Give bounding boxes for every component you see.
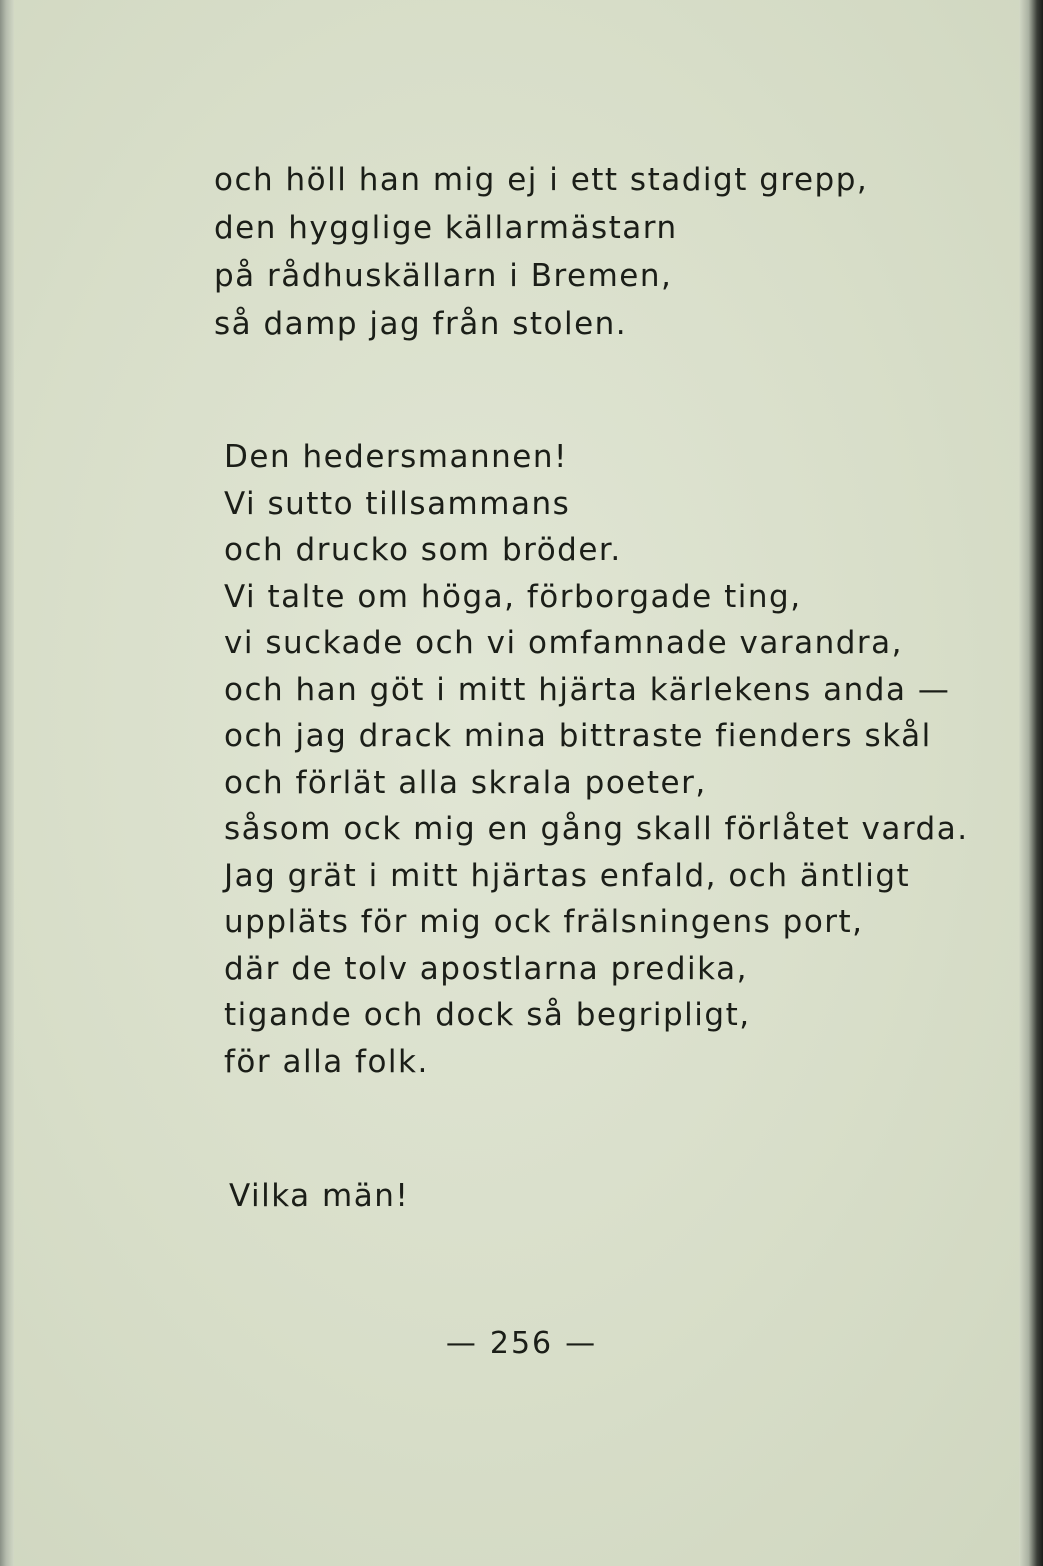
poem-line: på rådhuskällarn i Bremen, (214, 258, 673, 294)
stanza-1 (214, 156, 868, 348)
poem-line: där de tolv apostlarna predika, (224, 950, 748, 987)
stanza-2 (224, 434, 969, 1085)
page-number-dash-left: — (445, 1326, 478, 1361)
poem-line: den hygglige källarmästarn (214, 210, 678, 246)
poem-line: så damp jag från stolen. (214, 306, 628, 342)
poem-line: Vi talte om höga, förborgade ting, (224, 578, 802, 615)
stanza-3 (229, 1172, 409, 1221)
page-number-dash-right: — (565, 1326, 598, 1361)
poem-line: och han göt i mitt hjärta kärlekens anda — (224, 671, 951, 708)
poem-line: Den hedersmannen! (224, 439, 568, 475)
poem-line: för alla folk. (224, 1043, 429, 1080)
poem-line: Vilka män! (229, 1178, 410, 1214)
poem-line: och drucko som bröder. (224, 532, 622, 568)
poem-line: vi suckade och vi omfamnade varandra, (224, 625, 904, 661)
poem-line: Jag grät i mitt hjärtas enfald, och äntligt (224, 857, 911, 894)
poem-line: Vi sutto tillsammans (224, 485, 571, 522)
page-number (0, 1326, 1043, 1361)
page-number-value: 256 (489, 1326, 554, 1361)
poem-line: såsom ock mig en gång skall förlåtet varda. (224, 811, 969, 847)
poem-line: tigande och dock så begripligt, (224, 997, 751, 1033)
poem-line: och förlät alla skrala poeter, (224, 764, 707, 801)
poem-line: och höll han mig ej i ett stadigt grepp, (214, 162, 869, 198)
poem-line: uppläts för mig ock frälsningens port, (224, 904, 864, 940)
poem-line: och jag drack mina bittraste fienders skål (224, 718, 932, 754)
